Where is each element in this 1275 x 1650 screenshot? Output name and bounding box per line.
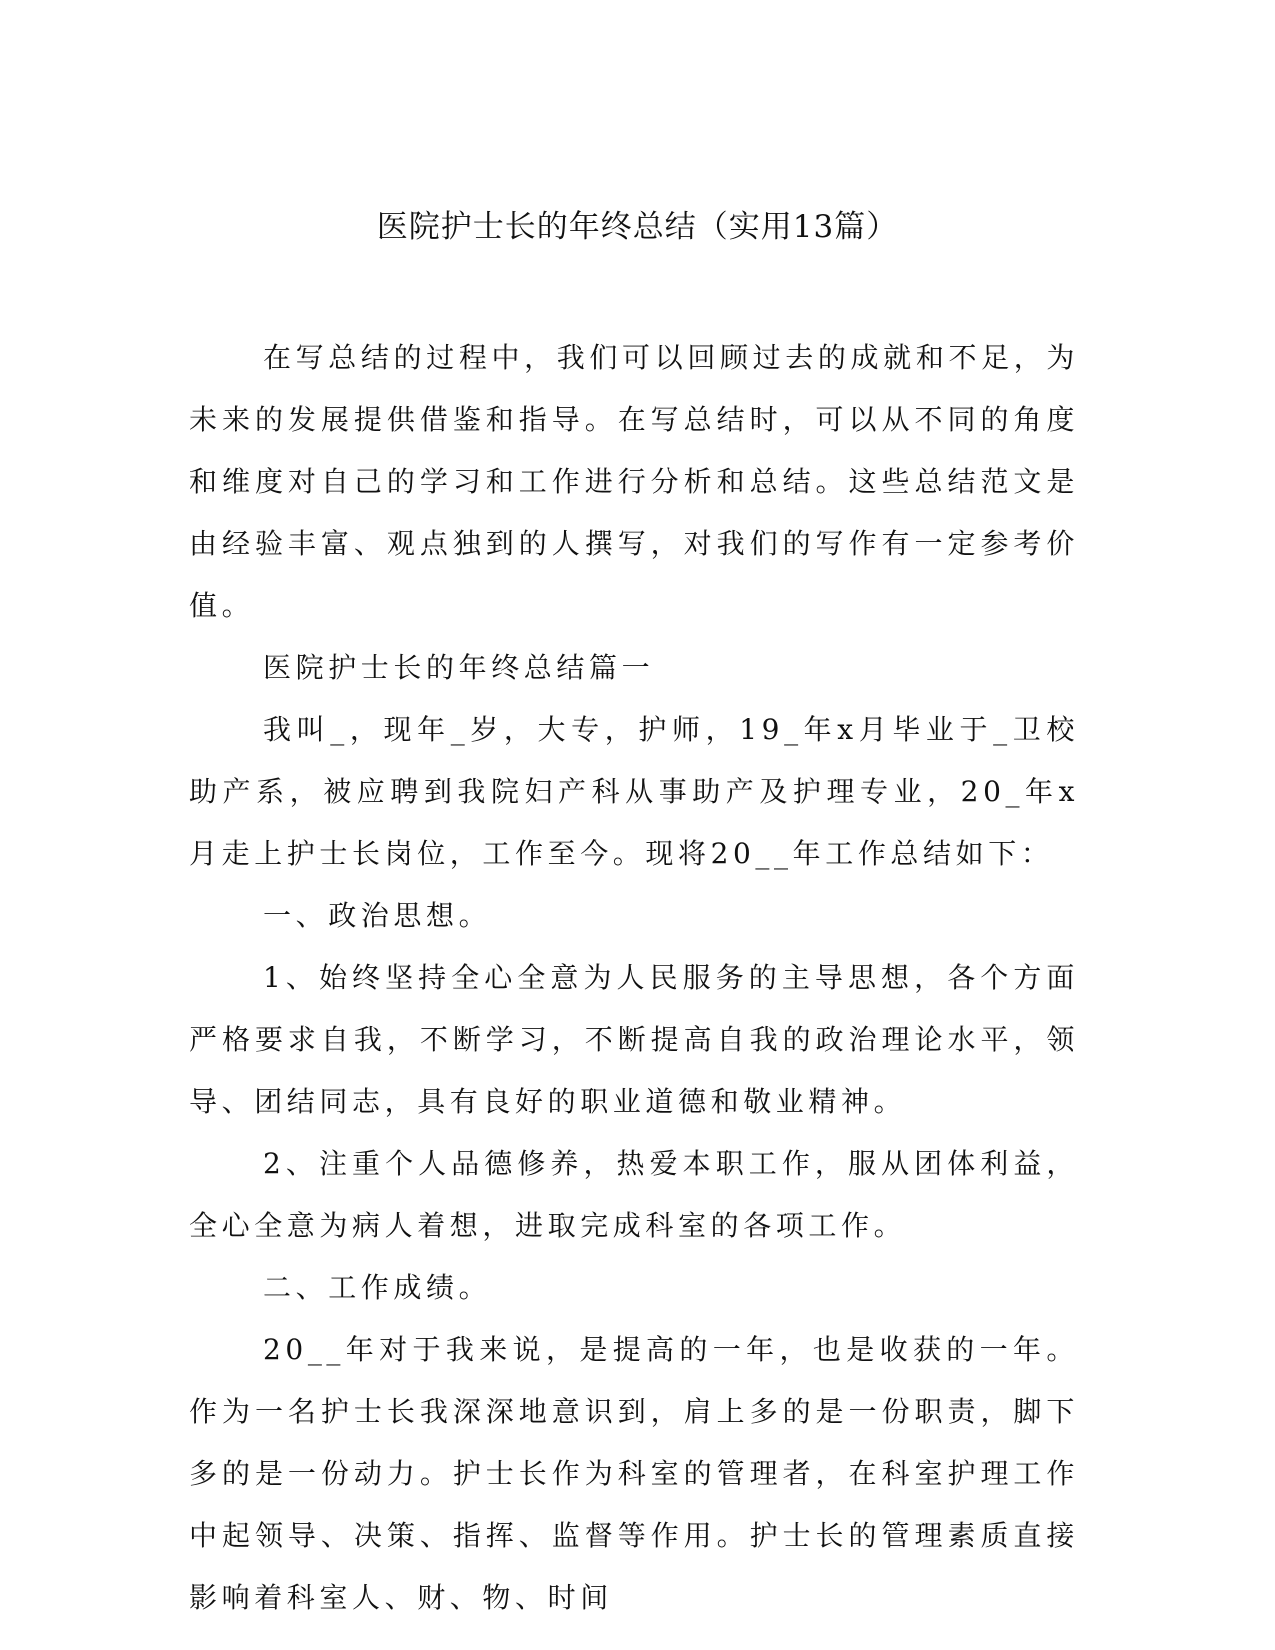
document-title: 医院护士长的年终总结（实用13篇） (376, 209, 899, 245)
intro-paragraph: 在写总结的过程中，我们可以回顾过去的成就和不足，为未来的发展提供借鉴和指导。在写总结时，可以从不同的角度和维度对自己的学习和工作进行分析和总结。这些总结范文是由经验丰富、观点独到的人撰写，对我们的写作有一定参考价值。 (189, 341, 1079, 622)
political-thought-item-2: 2、注重个人品德修养，热爱本职工作，服从团体利益，全心全意为病人着想，进取完成科室的各项工作。 (189, 1147, 1079, 1242)
section-heading-part-one: 医院护士长的年终总结篇一 (263, 651, 655, 684)
self-introduction-paragraph: 我叫_，现年_岁，大专，护师，19_年x月毕业于_卫校助产系，被应聘到我院妇产科从事助产及护理专业，20_年x月走上护士长岗位，工作至今。现将20__年工作总结如下： (189, 713, 1079, 870)
heading-work-achievements: 二、工作成绩。 (263, 1271, 492, 1304)
document-body (189, 327, 1079, 1629)
work-achievements-paragraph: 20__年对于我来说，是提高的一年，也是收获的一年。作为一名护士长我深深地意识到，肩上多的是一份职责，脚下多的是一份动力。护士长作为科室的管理者，在科室护理工作中起领导、决策、指挥、监督等作用。护士长的管理素质直接影响着科室人、财、物、时间 (189, 1333, 1079, 1614)
heading-political-thought: 一、政治思想。 (263, 899, 492, 932)
political-thought-item-1: 1、始终坚持全心全意为人民服务的主导思想，各个方面严格要求自我，不断学习，不断提高自我的政治理论水平，领导、团结同志，具有良好的职业道德和敬业精神。 (189, 961, 1079, 1118)
